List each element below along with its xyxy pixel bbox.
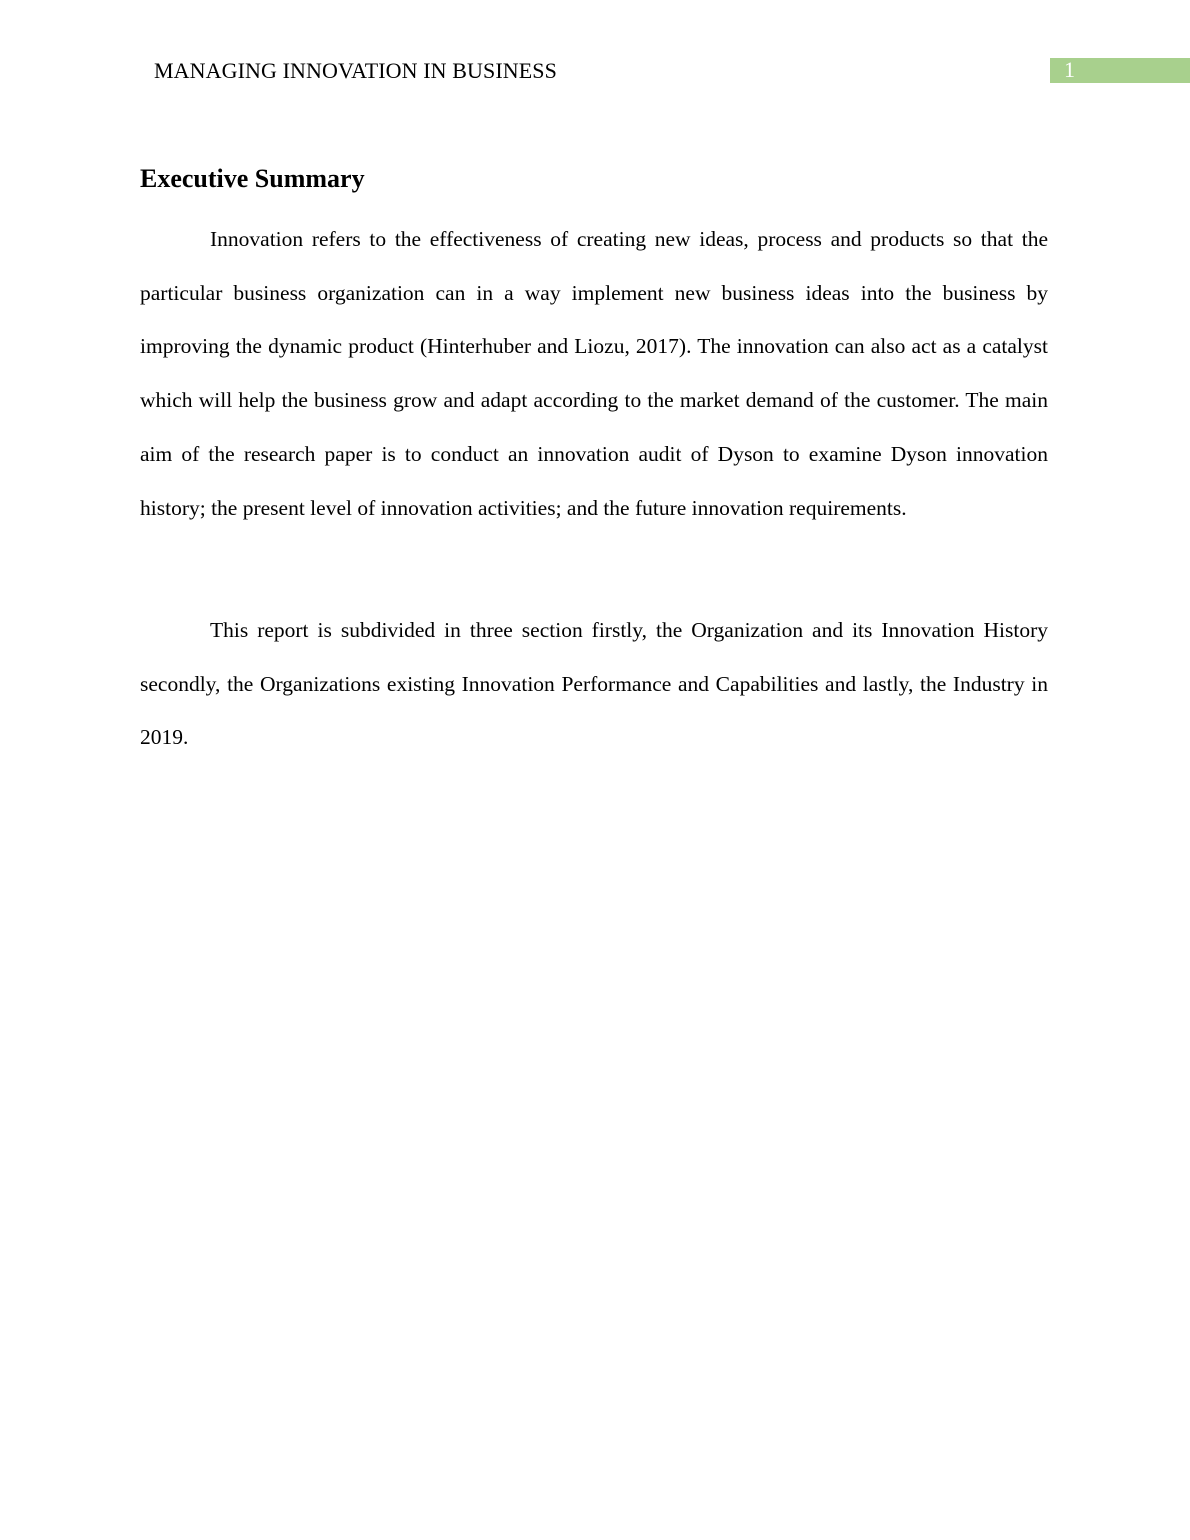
running-header-title: MANAGING INNOVATION IN BUSINESS [154, 58, 557, 83]
section-heading: Executive Summary [140, 164, 365, 193]
page-number-badge [1050, 58, 1190, 83]
page-number: 1 [1064, 57, 1075, 82]
body-paragraph-2: This report is subdivided in three section firstly, the Organization and its Innovation History secondly, the Organizations existing Innovation Performance and Capabilities and lastly, the Industry in 2019. [140, 618, 1048, 750]
body-paragraph-1: Innovation refers to the effectiveness of creating new ideas, process and products so that the particular business organization can in a way implement new business ideas into the business by improving the dynamic product (Hinterhuber and Liozu, 2017). The innovation can also act as a catalyst which will help the business grow and adapt according to the market demand of the customer. The main aim of the research paper is to conduct an innovation audit of Dyson to examine Dyson innovation history; the present level of innovation activities; and the future innovation requirements. [140, 227, 1048, 520]
